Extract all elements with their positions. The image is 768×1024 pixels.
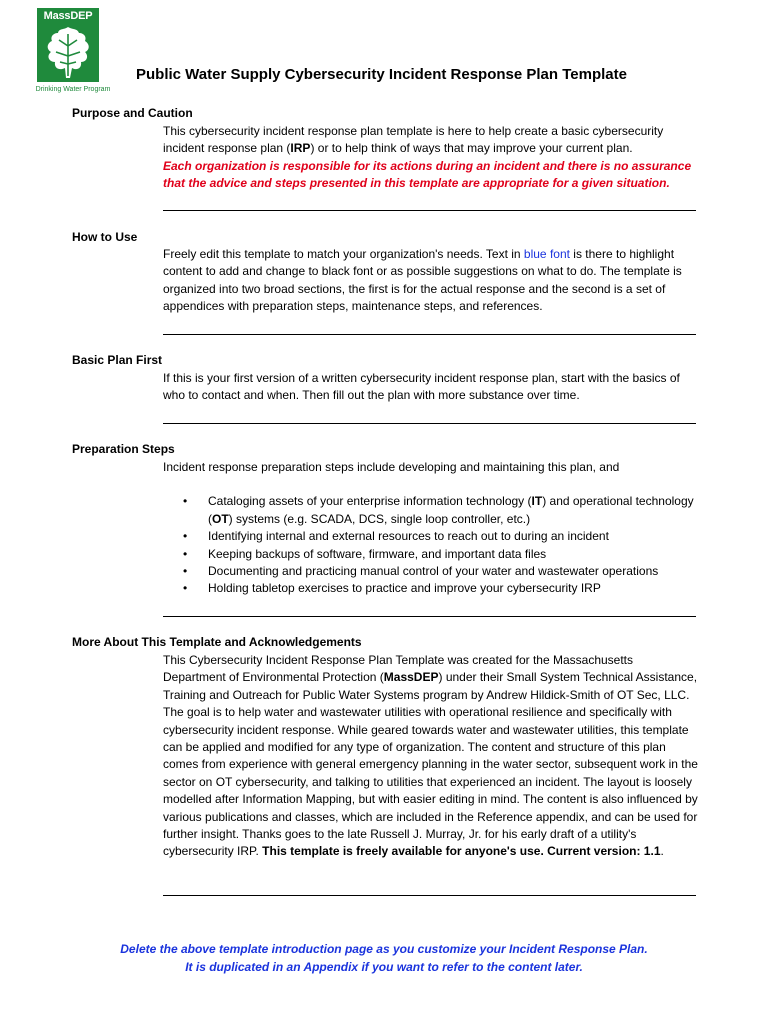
purpose-text: This cybersecurity incident response plan template is here to help create a basic cybersecurity incident response plan ( xyxy=(163,124,664,156)
irp-term: IRP xyxy=(290,141,311,156)
how-to-use-text-cont: is there to highlight content to add and change to black font or as possible suggestions on what to do. The template is organized into two broad sections, the first is for the actual response and the second is a set of appendices with preparation steps, maintenance steps, and references. xyxy=(163,247,682,314)
list-item: • Keeping backups of software, firmware, and important data files xyxy=(163,546,698,563)
how-to-use-heading: How to Use xyxy=(72,230,138,244)
list-item: • Identifying internal and external resources to reach out to during an incident xyxy=(163,528,698,545)
preparation-list xyxy=(163,493,698,597)
list-item: • Cataloging assets of your enterprise information technology (IT) and operational technology (OT) systems (e.g. SCADA, DCS, single loop controller, etc.) xyxy=(163,493,698,528)
about-text: This Cybersecurity Incident Response Plan Template was created for the Massachusetts Department of Environmental Protection ( xyxy=(163,653,634,685)
logo-subtitle: Drinking Water Program xyxy=(35,86,111,93)
about-heading: More About This Template and Acknowledgements xyxy=(72,635,362,649)
divider xyxy=(163,895,696,896)
preparation-intro: Incident response preparation steps include developing and maintaining this plan, and xyxy=(163,460,620,474)
footer-note xyxy=(0,940,768,976)
caution-text: Each organization is responsible for its actions during an incident and there is no assurance that the advice and steps presented in this template are appropriate for a given situation. xyxy=(163,158,692,191)
about-text-cont: ) under their Small System Technical Assistance, Training and Outreach for Public Water Systems program by Andrew Hildick-Smith of OT Sec, LLC. The goal is to help water and wastewater utilities with operational resilience and specifically with cybersecurity incident response. While geared towards water and wastewater utilities, this template can be applied and modified for any type of organization. The content and structure of this plan comes from experience with general emergency planning in the water sector, subsequent work in the sector on OT cybersecurity, and talking to utilities that experienced an incident. The layout is loosely modelled after Information Mapping, but with easier editing in mind. The content is also influenced by various publications and classes, which are included in the Reference appendix, and can be used for further insight. Thanks goes to the late Russell J. Murray, Jr. for his early draft of a utility's cybersecurity IRP. xyxy=(163,670,698,859)
list-item: • Holding tabletop exercises to practice and improve your cybersecurity IRP xyxy=(163,580,698,597)
divider xyxy=(163,616,696,617)
preparation-body xyxy=(163,459,698,598)
basic-plan-body: If this is your first version of a written cybersecurity incident response plan, start with the basics of who to contact and when. Then fill out the plan with more substance over time. xyxy=(163,371,680,403)
how-to-use-body xyxy=(163,246,698,316)
purpose-text-cont: ) or to help think of ways that may improve your current plan. xyxy=(310,141,633,156)
preparation-heading: Preparation Steps xyxy=(72,442,175,456)
logo-badge xyxy=(37,8,99,82)
divider xyxy=(163,334,696,335)
blue-font-sample: blue font xyxy=(523,247,570,261)
page-title: Public Water Supply Cybersecurity Incident Response Plan Template xyxy=(136,66,627,83)
oak-leaf-icon xyxy=(43,24,93,80)
about-body: This Cybersecurity Incident Response Plan Template was created for the Massachusetts Department of Environmental Protection (MassDEP) under their Small System Technical Assistance, Training and Outreach for Public Water Systems program by Andrew Hildick-Smith of OT Sec, LLC. The goal is to help water and wastewater utilities with operational resilience and specifically with cybersecurity incident response. While geared towards water and wastewater utilities, this template can be applied and modified for any type of organization. The content and structure of this plan comes from experience with general emergency planning in the water sector, subsequent work in the sector on OT cybersecurity, and talking to utilities that experienced an incident. The layout is loosely modelled after Information Mapping, but with easier editing in mind. The content is also influenced by various publications and classes, which are included in the Reference appendix, and can be used for further insight. Thanks goes to the late Russell J. Murray, Jr. for his early draft of a utility's cybersecurity IRP. This template is freely available for anyone's use. Current version: 1.1. xyxy=(163,653,698,859)
license-note: This template is freely available for anyone's use. Current version: 1.1 xyxy=(262,844,661,859)
logo-name: MassDEP xyxy=(43,10,93,22)
how-to-use-text: Freely edit this template to match your organization's needs. Text in xyxy=(163,247,524,261)
footer-line-2: It is duplicated in an Appendix if you want to refer to the content later. xyxy=(185,960,583,974)
divider xyxy=(163,423,696,424)
massdep-logo xyxy=(30,8,116,93)
purpose-heading: Purpose and Caution xyxy=(72,106,193,120)
footer-line-1: Delete the above template introduction page as you customize your Incident Response Plan. xyxy=(120,942,648,956)
purpose-body xyxy=(163,123,698,193)
basic-plan-heading: Basic Plan First xyxy=(72,353,163,367)
list-item: • Documenting and practicing manual control of your water and wastewater operations xyxy=(163,563,698,580)
massdep-term: MassDEP xyxy=(383,670,439,685)
divider xyxy=(163,210,696,211)
